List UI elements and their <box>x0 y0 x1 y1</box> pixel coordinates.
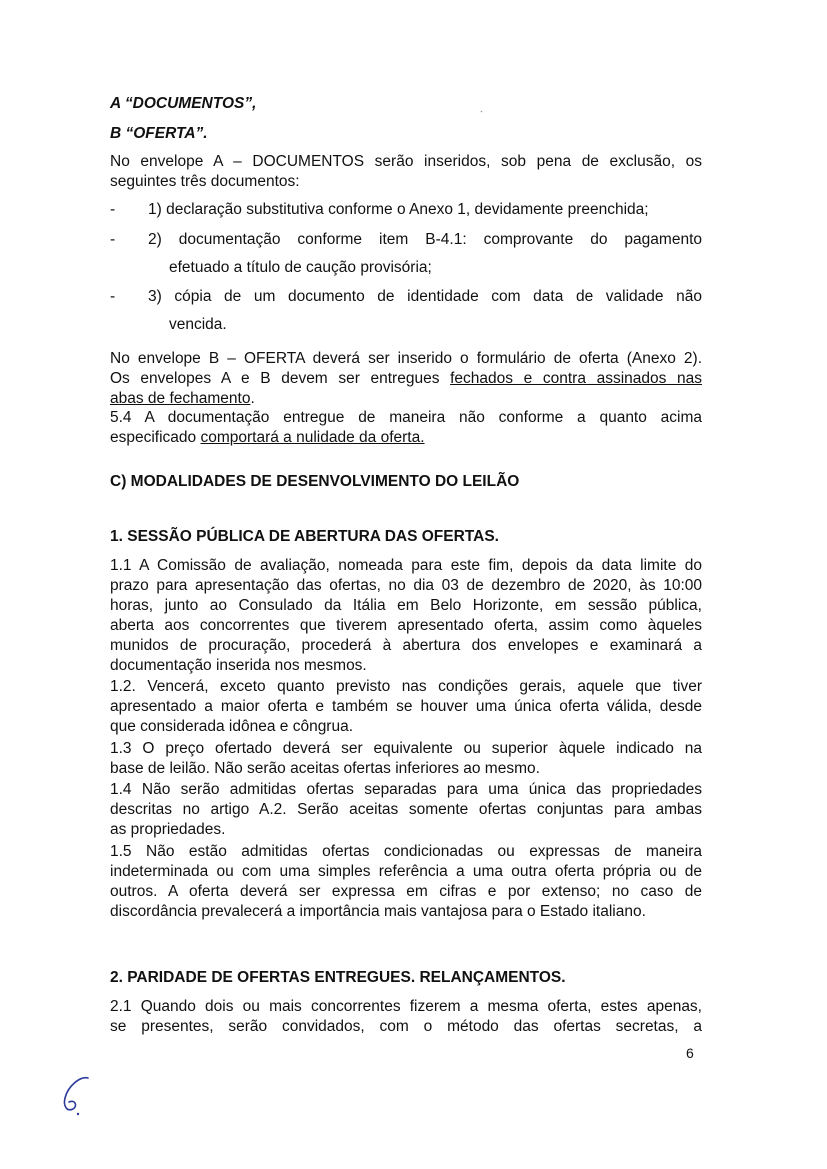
paragraph-2-1-line-1: 2.1 Quando dois ou mais concorrentes fizerem a mesma oferta, estes apenas, <box>110 998 702 1015</box>
paragraph-1-1-line-4: aberta aos concorrentes que tiverem apresentado oferta, assim como àqueles <box>110 617 702 634</box>
list-bullet: - <box>110 231 116 248</box>
paragraph-1-1-line-3: horas, junto ao Consulado da Itália em Belo Horizonte, em sessão pública, <box>110 597 702 614</box>
list-bullet: - <box>110 201 116 218</box>
list-item-3-line-1: 3) cópia de um documento de identidade com data de validade não <box>148 288 702 305</box>
paragraph-1-3-line-1: 1.3 O preço ofertado deverá ser equivalente ou superior àquele indicado na <box>110 740 702 757</box>
paragraph-1-4-line-2: descritas no artigo A.2. Serão aceitas somente ofertas conjuntas para ambas <box>110 801 702 818</box>
heading-envelope-a: A “DOCUMENTOS”, <box>110 95 257 112</box>
list-item-1-line-1: 1) declaração substitutiva conforme o Anexo 1, devidamente preenchida; <box>148 201 649 218</box>
paragraph-1-5-line-1: 1.5 Não estão admitidas ofertas condicionadas ou expressas de maneira <box>110 843 702 860</box>
paragraph-1-2-line-3: que considerada idônea e côngrua. <box>110 718 354 735</box>
paragraph-1-2-line-2: apresentado a maior oferta e também se houver uma única oferta válida, desde <box>110 698 702 715</box>
paragraph-1-4-line-3: as propriedades. <box>110 821 226 838</box>
paragraph-1-2-line-1: 1.2. Vencerá, exceto quanto previsto nas condições gerais, aquele que tiver <box>110 678 702 695</box>
paragraph-2-1-line-2: se presentes, serão convidados, com o método das ofertas secretas, a <box>110 1018 702 1035</box>
list-item-2-line-2: efetuado a título de caução provisória; <box>169 259 432 276</box>
paragraph-1-4-line-1: 1.4 Não serão admitidas ofertas separadas para uma única das propriedades <box>110 781 702 798</box>
paragraph-1-5-line-2: indeterminada ou com uma simples referência a uma outra oferta própria ou de <box>110 863 702 880</box>
envelopes-ab-line-1: Os envelopes A e B devem ser entregues fechados e contra assinados nas <box>110 370 702 387</box>
envelope-a-intro-line-1: No envelope A – DOCUMENTOS serão inseridos, sob pena de exclusão, os <box>110 153 702 170</box>
section-c-heading: C) MODALIDADES DE DESENVOLVIMENTO DO LEILÃO <box>110 473 520 490</box>
envelope-b-line: No envelope B – OFERTA deverá ser inserido o formulário de oferta (Anexo 2). <box>110 350 702 367</box>
paragraph-1-1-line-1: 1.1 A Comissão de avaliação, nomeada para este fim, depois da data limite do <box>110 557 702 574</box>
scan-speck <box>480 110 483 113</box>
list-bullet: - <box>110 288 116 305</box>
paragraph-1-5-line-3: outros. A oferta deverá ser expressa em cifras e por extenso; no caso de <box>110 883 702 900</box>
page-number: 6 <box>686 1045 694 1061</box>
paragraph-1-1-line-2: prazo para apresentação das ofertas, no dia 03 de dezembro de 2020, às 10:00 <box>110 577 702 594</box>
paragraph-5-4-line-1: 5.4 A documentação entregue de maneira não conforme a quanto acima <box>110 409 702 426</box>
heading-envelope-b: B “OFERTA”. <box>110 125 208 142</box>
paragraph-1-5-line-4: discordância prevalecerá a importância mais vantajosa para o Estado italiano. <box>110 903 646 920</box>
section-1-heading: 1. SESSÃO PÚBLICA DE ABERTURA DAS OFERTAS. <box>110 528 499 545</box>
handwritten-initial <box>58 1072 98 1118</box>
list-item-3-line-2: vencida. <box>169 316 227 333</box>
envelope-a-intro-line-2: seguintes três documentos: <box>110 173 300 190</box>
paragraph-1-3-line-2: base de leilão. Não serão aceitas ofertas inferiores ao mesmo. <box>110 760 540 777</box>
list-item-2-line-1: 2) documentação conforme item B-4.1: comprovante do pagamento <box>148 231 702 248</box>
envelopes-ab-line-2: abas de fechamento. <box>110 390 255 407</box>
section-2-heading: 2. PARIDADE DE OFERTAS ENTREGUES. RELANÇAMENTOS. <box>110 969 566 986</box>
paragraph-1-1-line-5: munidos de procuração, procederá à abertura dos envelopes e examinará a <box>110 637 702 654</box>
paragraph-1-1-line-6: documentação inserida nos mesmos. <box>110 657 367 674</box>
paragraph-5-4-line-2: especificado comportará a nulidade da oferta. <box>110 429 425 446</box>
